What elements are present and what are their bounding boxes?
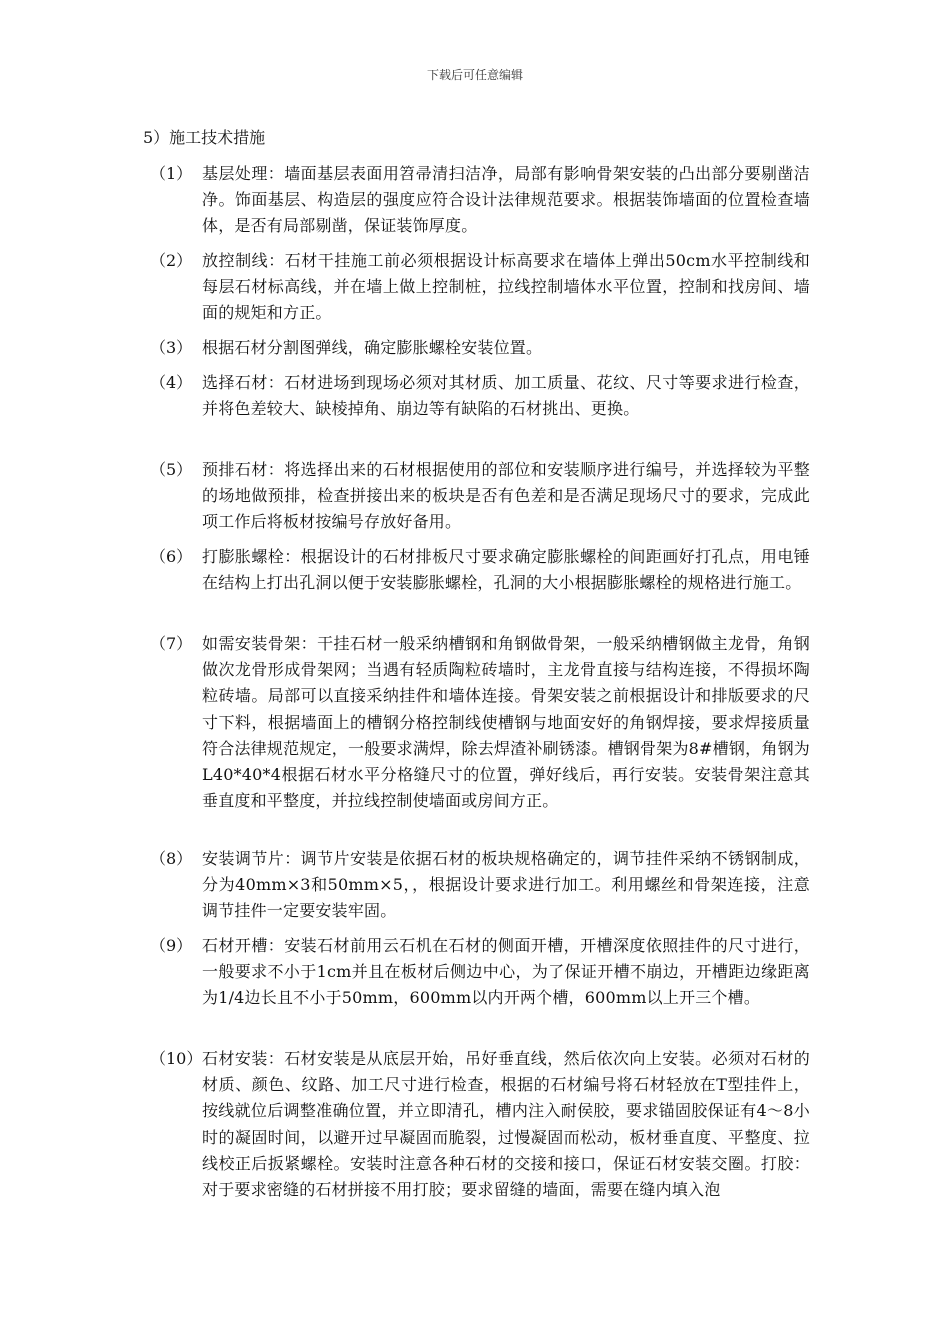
item-text: 石材安装：石材安装是从底层开始，吊好垂直线，然后依次向上安装。必须对石材的材质、颜色、纹路、加工尺寸进行检查，根据的石材编号将石材轻放在T型挂件上，按线就位后调整准确位置，并立即清孔，槽内注入耐侯胶，要求锚固胶保证有4～8小时的凝固时间，以避开过早凝固而脆裂，过慢凝固而松动，板材垂直度、平整度、拉线校正后扳紧螺栓。安装时注意各种石材的交接和接口，保证石材安装交圈。打胶：对于要求密缝的石材拼接不用打胶；要求留缝的墙面，需要在缝内填入泡 bbox=[202, 1049, 810, 1200]
item-number: （8） bbox=[150, 849, 193, 868]
page-header: 下载后可任意编辑 bbox=[426, 68, 523, 82]
list-item bbox=[150, 933, 810, 1012]
item-number: （2） bbox=[150, 251, 193, 270]
list-item bbox=[150, 846, 810, 925]
item-text: 预排石材：将选择出来的石材根据使用的部位和安装顺序进行编号，并选择较为平整的场地做预排，检查拼接出来的板块是否有色差和是否满足现场尺寸的要求，完成此项工作后将板材按编号存放好备用。 bbox=[202, 460, 810, 532]
item-number: （7） bbox=[150, 634, 193, 653]
item-text: 基层处理：墙面基层表面用笤帚清扫洁净，局部有影响骨架安装的凸出部分要剔凿洁净。饰面基层、构造层的强度应符合设计法律规范要求。根据装饰墙面的位置检查墙体，是否有局部剔凿，保证装饰厚度。 bbox=[202, 164, 810, 236]
item-text: 如需安装骨架：干挂石材一般采纳槽钢和角钢做骨架，一般采纳槽钢做主龙骨，角钢做次龙骨形成骨架网；当遇有轻质陶粒砖墙时，主龙骨直接与结构连接，不得损坏陶粒砖墙。局部可以直接采纳挂件和墙体连接。骨架安装之前根据设计和排版要求的尺寸下料，根据墙面上的槽钢分格控制线使槽钢与地面安好的角钢焊接，要求焊接质量符合法律规范规定，一般要求满焊，除去焊渣补刷锈漆。槽钢骨架为8#槽钢，角钢为L40*40*4根据石材水平分格缝尺寸的位置，弹好线后，再行安装。安装骨架注意其垂直度和平整度，并拉线控制使墙面或房间方正。 bbox=[202, 634, 810, 811]
item-number: （9） bbox=[150, 936, 193, 955]
list-item bbox=[150, 457, 810, 536]
item-number: （4） bbox=[150, 373, 193, 392]
item-text: 打膨胀螺栓：根据设计的石材排板尺寸要求确定膨胀螺栓的间距画好打孔点，用电锤在结构上打出孔洞以便于安装膨胀螺栓，孔洞的大小根据膨胀螺栓的规格进行施工。 bbox=[202, 547, 810, 593]
item-text: 选择石材：石材进场到现场必须对其材质、加工质量、花纹、尺寸等要求进行检查，并将色差较大、缺棱掉角、崩边等有缺陷的石材挑出、更换。 bbox=[202, 373, 810, 419]
list-item bbox=[150, 631, 810, 814]
item-number: （6） bbox=[150, 547, 193, 566]
item-text: 根据石材分割图弹线，确定膨胀螺栓安装位置。 bbox=[202, 338, 543, 357]
list-item bbox=[150, 248, 810, 327]
item-number: （1） bbox=[150, 164, 193, 183]
list-item bbox=[150, 1046, 810, 1203]
list-item bbox=[150, 370, 810, 422]
item-text: 安装调节片：调节片安装是依据石材的板块规格确定的，调节挂件采纳不锈钢制成，分为40mm×3和50mm×5，，根据设计要求进行加工。利用螺丝和骨架连接，注意调节挂件一定要安装牢固。 bbox=[202, 849, 810, 921]
item-number: （3） bbox=[150, 338, 193, 357]
item-text: 石材开槽：安装石材前用云石机在石材的侧面开槽，开槽深度依照挂件的尺寸进行，一般要求不小于1cm并且在板材后侧边中心，为了保证开槽不崩边，开槽距边缘距离为1/4边长且不小于50mm，600mm以内开两个槽，600mm以上开三个槽。 bbox=[202, 936, 810, 1008]
item-text: 放控制线：石材干挂施工前必须根据设计标高要求在墙体上弹出50cm水平控制线和每层石材标高线，并在墙上做上控制桩，拉线控制墙体水平位置，控制和找房间、墙面的规矩和方正。 bbox=[202, 251, 810, 323]
list-item bbox=[150, 161, 810, 240]
item-number: （5） bbox=[150, 460, 193, 479]
list-item bbox=[150, 335, 810, 361]
section-title: 5）施工技术措施 bbox=[143, 128, 266, 147]
item-number: （10） bbox=[150, 1049, 203, 1068]
list-item bbox=[150, 544, 810, 596]
